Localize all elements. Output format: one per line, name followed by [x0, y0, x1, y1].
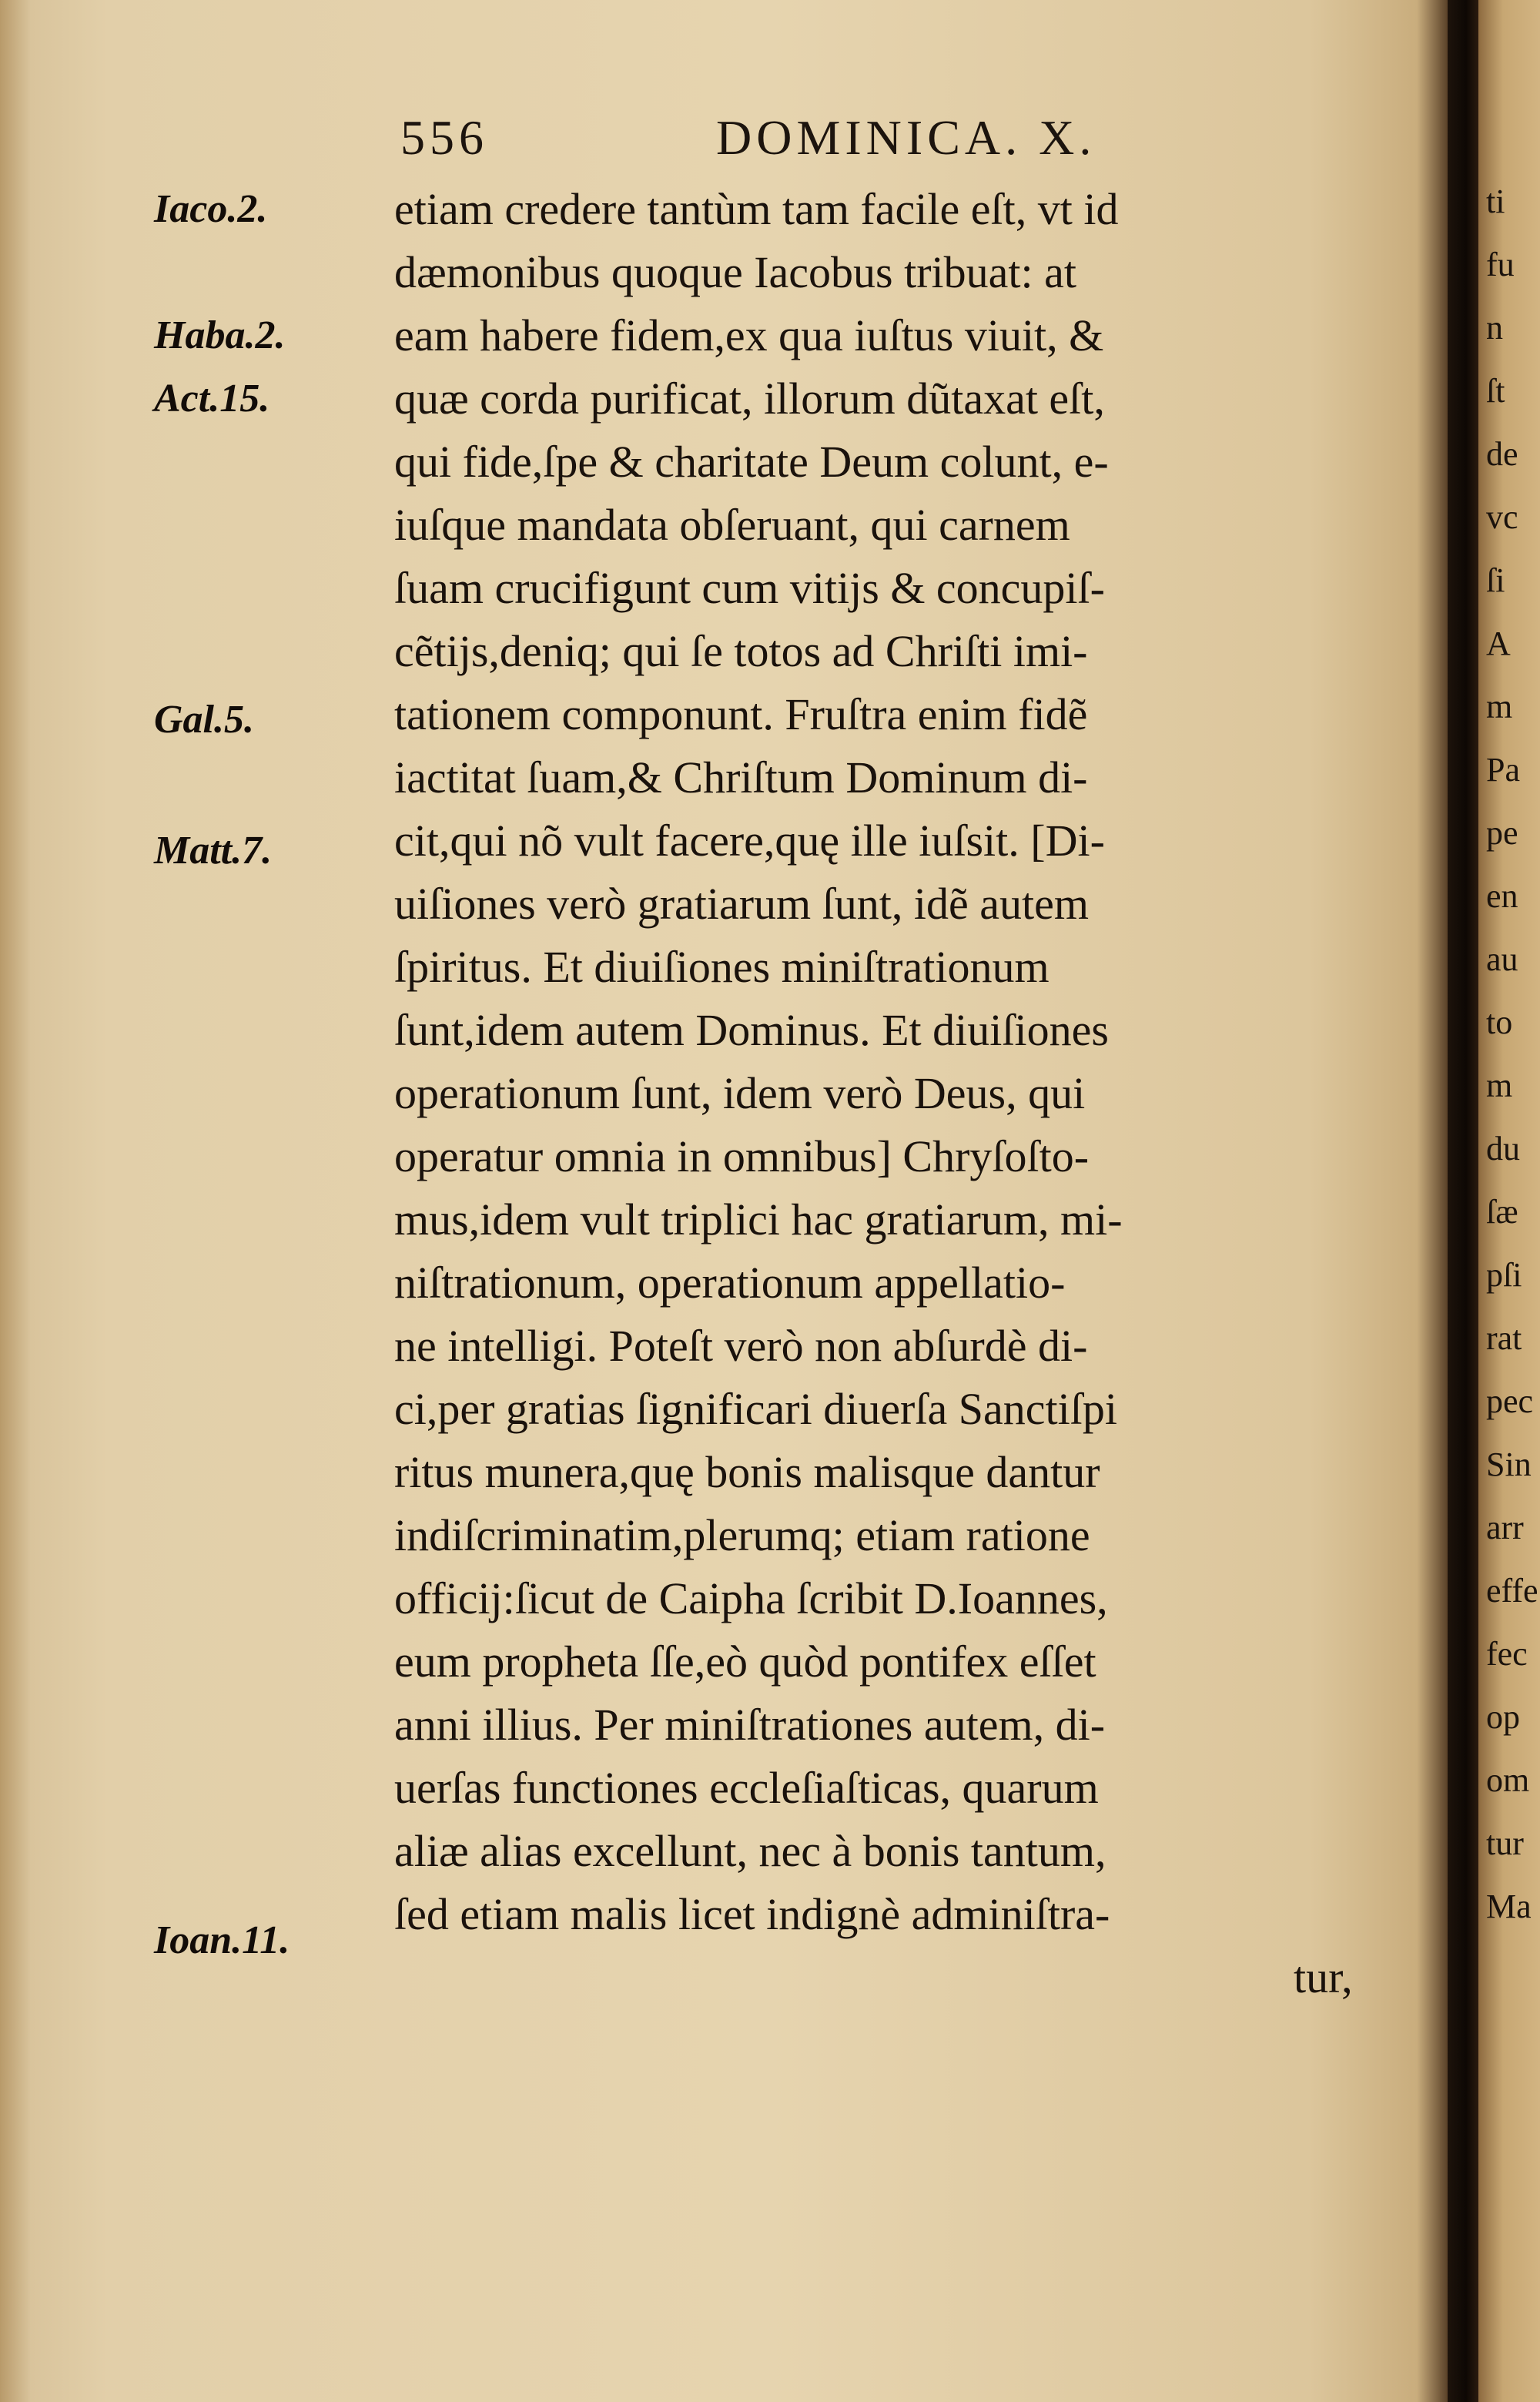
text-line: ritus munera,quę bonis malisque dantur: [394, 1447, 1100, 1497]
facing-page-fragment: Pa: [1486, 751, 1520, 789]
facing-page-fragment: tur: [1486, 1824, 1524, 1862]
facing-page-fragment: to: [1486, 1003, 1513, 1041]
facing-page-fragment: A: [1486, 625, 1511, 662]
margin-note: Gal.5.: [154, 698, 254, 742]
text-line: uerſas functiones eccleſiaſticas, quarum: [394, 1763, 1099, 1813]
text-line: aliæ alias excellunt, nec à bonis tantum,: [394, 1826, 1106, 1876]
text-line: anni illius. Per miniſtrationes autem, di-: [394, 1700, 1106, 1750]
text-line: iactitat ſuam,& Chriſtum Dominum di-: [394, 752, 1088, 802]
facing-page-fragment: Sin: [1486, 1446, 1532, 1483]
facing-page-fragment: om: [1486, 1761, 1530, 1799]
text-line: etiam credere tantùm tam facile eſt, vt id: [394, 184, 1119, 234]
text-line: eum propheta ſſe,eò quòd pontifex eſſet: [394, 1637, 1096, 1687]
facing-page-fragment: pec: [1486, 1382, 1534, 1420]
text-line: tur,: [1294, 1952, 1353, 2002]
text-line: cẽtijs,deniq; qui ſe totos ad Chriſti imi-: [394, 626, 1088, 676]
facing-page-fragment: pe: [1486, 814, 1518, 852]
facing-page-fragment: en: [1486, 877, 1518, 915]
margin-note: Iaco.2.: [154, 187, 268, 231]
page-number: 556: [400, 110, 488, 165]
text-line: ne intelligi. Poteſt verò non abſurdè di-: [394, 1321, 1088, 1371]
text-line: operationum ſunt, idem verò Deus, qui: [394, 1068, 1086, 1118]
text-line: cit,qui nõ vult facere,quę ille iuſsit. [Di-: [394, 816, 1105, 866]
text-line: dæmonibus quoque Iacobus tribuat: at: [394, 247, 1076, 297]
text-line: ſuam crucifigunt cum vitijs & concupiſ-: [394, 563, 1105, 613]
facing-page-fragment: au: [1486, 940, 1518, 978]
margin-note: Haba.2.: [154, 313, 286, 357]
book-gutter: [1448, 0, 1478, 2402]
text-line: mus,idem vult triplici hac gratiarum, mi-: [394, 1194, 1123, 1245]
text-line: indiſcriminatim,plerumq; etiam ratione: [394, 1510, 1090, 1560]
text-line: operatur omnia in omnibus] Chryſoſto-: [394, 1131, 1090, 1181]
facing-page-fragment: vc: [1486, 498, 1518, 536]
margin-note: Matt.7.: [154, 829, 273, 873]
facing-page-fragment: ſi: [1486, 561, 1505, 599]
facing-page-fragment: ſæ: [1486, 1193, 1518, 1231]
text-line: niſtrationum, operationum appellatio-: [394, 1258, 1066, 1308]
text-line: officij:ſicut de Caipha ſcribit D.Ioannes,: [394, 1573, 1108, 1623]
text-line: ſpiritus. Et diuiſiones miniſtrationum: [394, 942, 1050, 992]
facing-page-fragment: m: [1486, 688, 1513, 725]
facing-page-fragment: n: [1486, 309, 1503, 347]
text-line: uiſiones verò gratiarum ſunt, idẽ autem: [394, 879, 1089, 929]
text-line: ſed etiam malis licet indignè adminiſtra-: [394, 1889, 1110, 1939]
facing-page-fragment: fec: [1486, 1635, 1528, 1673]
facing-page-fragment: ſt: [1486, 372, 1505, 410]
facing-page-fragment: op: [1486, 1698, 1520, 1736]
facing-page-fragment: du: [1486, 1130, 1520, 1167]
text-line: eam habere fidem,ex qua iuſtus viuit, &: [394, 310, 1104, 360]
facing-page-fragment: rat: [1486, 1319, 1522, 1357]
text-line: ci,per gratias ſignificari diuerſa Sanctiſpi: [394, 1384, 1117, 1434]
running-title: DOMINICA. X.: [716, 110, 1096, 165]
facing-page-fragment: effe: [1486, 1572, 1538, 1610]
facing-page-fragment: ti: [1486, 183, 1505, 220]
text-line: iuſque mandata obſeruant, qui carnem: [394, 500, 1070, 550]
margin-note: Ioan.11.: [154, 1918, 290, 1962]
text-line: tationem componunt. Fruſtra enim fidẽ: [394, 689, 1088, 739]
margin-note: Act.15.: [154, 377, 270, 420]
facing-page-fragment: fu: [1486, 246, 1515, 283]
text-line: quæ corda purificat, illorum dũtaxat eſt,: [394, 374, 1105, 424]
facing-page-fragment: de: [1486, 435, 1518, 473]
text-line: qui fide,ſpe & charitate Deum colunt, e-: [394, 437, 1109, 487]
facing-page-fragment: m: [1486, 1067, 1513, 1104]
facing-page-fragment: pſi: [1486, 1256, 1522, 1294]
facing-page-edge: [1478, 0, 1540, 2402]
facing-page-fragment: arr: [1486, 1509, 1524, 1546]
text-line: ſunt,idem autem Dominus. Et diuiſiones: [394, 1005, 1109, 1055]
facing-page-fragment: Ma: [1486, 1888, 1532, 1925]
